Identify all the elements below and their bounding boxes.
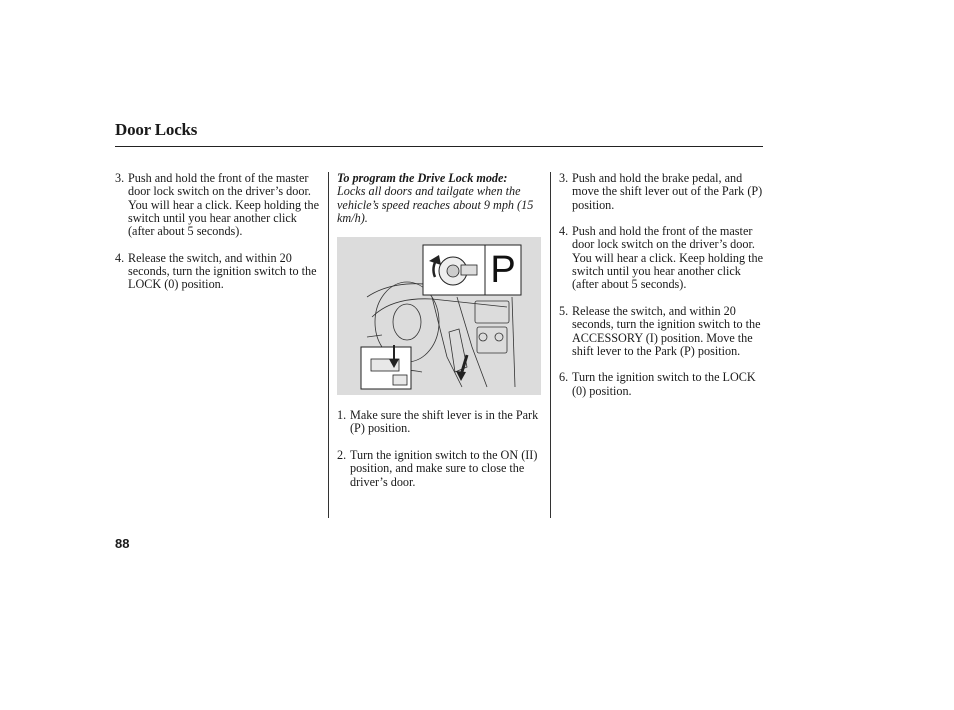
title-rule [115,146,763,147]
page-title: Door Locks [115,120,198,139]
left-column [115,172,320,305]
step-item [559,305,764,358]
step-number: 4. [115,250,125,265]
step-item [115,252,320,292]
column-divider-1 [328,172,329,518]
step-number: 6. [559,370,569,385]
dashboard-illustration [337,237,541,395]
step-number: 4. [559,224,569,239]
step-number: 3. [559,171,569,185]
step-number: 2. [337,448,347,463]
step-text: Push and hold the brake pedal, and move the shift lever out of the Park (P) position. [572,171,763,212]
right-column [559,172,764,411]
column-divider-2 [550,172,551,518]
step-item [337,409,542,436]
section-intro: Locks all doors and tailgate when the vehicle’s speed reaches about 9 mph (15 km/h). [337,184,534,225]
section-heading: To program the Drive Lock mode: [337,171,508,185]
step-text: Turn the ignition switch to the LOCK (0) position. [572,370,756,398]
step-text: Push and hold the front of the master door lock switch on the driver’s door. You will hear a click. Keep holding the switch until you hear another click (after about 5 seconds). [128,171,320,239]
step-text: Release the switch, and within 20 seconds, turn the ignition switch to the ACCESSORY (I) position. Move the shift lever to the Park (P) position. [572,303,761,358]
page-number: 88 [115,536,130,551]
step-item [559,371,764,398]
step-item [559,172,764,212]
step-item [337,449,542,489]
step-number: 3. [115,171,125,185]
step-text: Turn the ignition switch to the ON (II) position, and make sure to close the driver’s door. [350,448,538,489]
step-text: Push and hold the front of the master door lock switch on the driver’s door. You will hear a click. Keep holding the switch until you hear another click (after about 5 seconds). [572,224,764,292]
step-number: 1. [337,408,347,423]
middle-column [337,172,542,502]
step-item [559,225,764,291]
step-number: 5. [559,303,569,318]
step-item [115,172,320,238]
step-text: Make sure the shift lever is in the Park (P) position. [350,408,539,436]
step-text: Release the switch, and within 20 seconds, turn the ignition switch to the LOCK (0) position. [128,250,317,292]
park-indicator-label: P [490,249,516,292]
